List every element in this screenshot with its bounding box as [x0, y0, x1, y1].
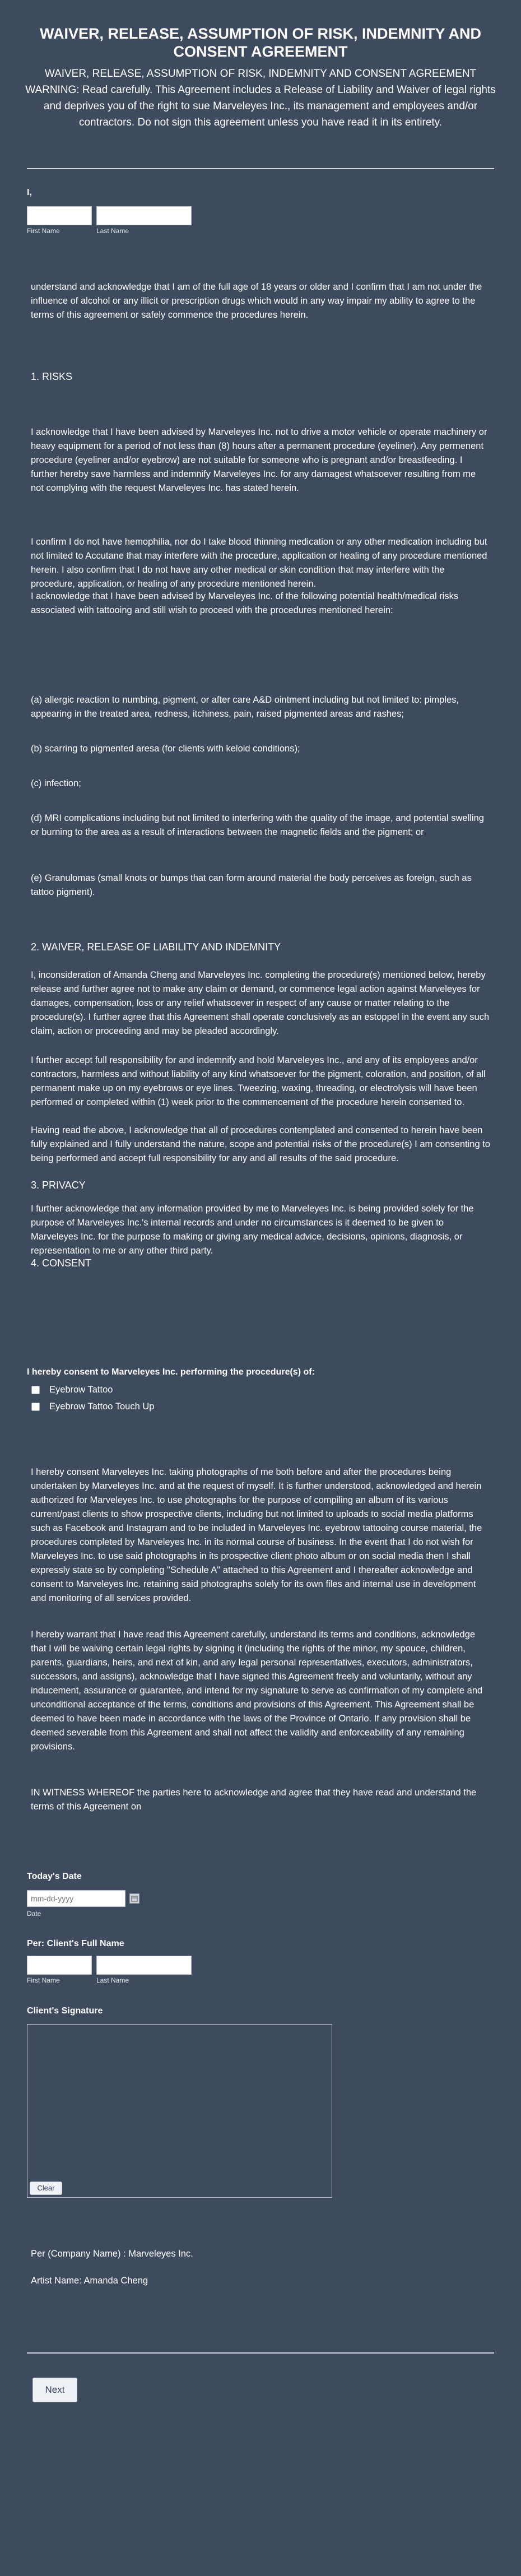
first-name-sublabel: First Name [27, 227, 60, 235]
todays-date-label: Today's Date [27, 1872, 82, 1881]
consent-paragraph-2: I hereby warrant that I have read this Agreement carefully, understand its terms and conditions, acknowledge that I will be waiving certain legal rights by signing it (including the rights of the minor, my spouce, children, parents, guardians, heirs, and next of kin, and any legal personal representatives, executors, administrators, successors, and assigns), acknowledge that I have signed this Agreement freely and voluntarily, without any inducement, assurance or guarantee, and intend for my signature to serve as confirmation of my complete and unconditional acceptance of the terms, conditions and provisions of this Agreement. This Agreement shall be deemed to have been made in accordance with the laws of the Province of Ontario. If any provision shall be deemed severable from this Agreement and shall not affect the validity and enforceability of any remaining provisions. [31, 1630, 483, 1752]
eyebrow-tattoo-touch-up-option[interactable]: Eyebrow Tattoo Touch Up [49, 1401, 155, 1412]
last-name-input[interactable] [96, 206, 192, 225]
risk-item-b: (b) scarring to pigmented aresa (for clients with keloid conditions); [31, 744, 300, 754]
risk-item-a: (a) allergic reaction to numbing, pigment, or after care A&D ointment including but not limited to: pimples, appearing in the treated area, redness, itchiness, pain, raised pigmented areas and rashes; [31, 695, 459, 719]
name-label: I, [27, 188, 32, 197]
consent-paragraph-1: I hereby consent Marveleyes Inc. taking photographs of me both before and after the procedures being undertaken by Marveleyes Inc. and at the request of myself. It is further understood, acknowledged and herein authorized for Marveleyes Inc. to use photographs for the purpose of compiling an album of its various current/past clients to show prospective clients, including but not limited to uploads to social media platforms such as Facebook and Instagram and to be included in Marveleyes Inc. eyebrow tattooing course material, the procedures completed by Marveleyes Inc. in its normal course of business. In the event that I do not wish for Marveleyes Inc. to use said photographs in its prospective client photo album or on social media then I shall expressly state so by completing "Schedule A" attached to this Agreement and I thereafter acknowledge and consent to Marveleyes Inc. retaining said photographs solely for its own files and internal use in development and monitoring of all services provided. [31, 1467, 482, 1603]
witness-paragraph: IN WITNESS WHEREOF the parties here to acknowledge and agree that they have read and understand the terms of this Agreement on [31, 1788, 477, 1812]
risks-paragraph-1: I acknowledge that I have been advised by Marveleyes Inc. not to drive a motor vehicle or operate machinery or heavy equipment for a period of not less than (8) hours after a permanent procedure (eyeliner). Any permenent procedure (eyeliner and/or eyebrow) are not suitable for someone who is pregnant and/or breastfeeding. I further hereby save harmless and indemnify Marveleyes Inc. for any damagest whatsoever resulting from me not complying with the request Marveleyes Inc. has stated herein. [31, 427, 487, 493]
last-name-sublabel: Last Name [96, 227, 129, 235]
client-first-name-sublabel: First Name [27, 1976, 60, 1984]
client-last-name-input[interactable] [96, 1956, 192, 1975]
page-subtitle: WAIVER, RELEASE, ASSUMPTION OF RISK, INDEMNITY AND CONSENT AGREEMENT WARNING: Read carefully. This Agreement includes a Release of Liability and Waiver of legal rights and deprives you of the right to sue Marveleyes Inc., its management and employees and/or contractors. Do not sign this agreement unless you have read it in its entirety. [25, 68, 496, 128]
risks-heading: 1. RISKS [31, 371, 73, 382]
risk-item-c: (c) infection; [31, 778, 81, 788]
waiver-paragraph-1: I, inconsideration of Amanda Cheng and Marveleyes Inc. completing the procedure(s) mentioned below, hereby release and further agree not to make any claim or demand, or commence legal action against Marveleyes for damages, compensation, loss or any relief whatsoever in respect of any cause or matter relating to the procedure(s). I further agree that this Agreement shall operate conclusively as an estoppel in the event any such claim, action or proceeding and may be pleaded accordingly. [31, 970, 490, 1036]
artist-name-text: Artist Name: Amanda Cheng [31, 2276, 148, 2286]
date-sublabel: Date [27, 1910, 41, 1918]
risk-item-e: (e) Granulomas (small knots or bumps that can form around material the body perceives as foreign, such as tattoo pigment). [31, 873, 472, 897]
next-button[interactable]: Next [32, 2378, 77, 2402]
waiver-paragraph-3: Having read the above, I acknowledge that all of procedures contemplated and consented to herein have been fully explained and I fully understand the nature, scope and potential risks of the procedure(s) I am consenting to being performed and accept full responsibility for any and all results of the said procedure. [31, 1125, 490, 1163]
waiver-heading: 2. WAIVER, RELEASE OF LIABILITY AND INDEMNITY [31, 941, 281, 953]
first-name-input[interactable] [27, 206, 92, 225]
waiver-paragraph-2: I further accept full responsibility for and indemnify and hold Marveleyes Inc., and any of its employees and/or contractors, harmless and without liability of any kind whatsoever for the pigment, coloration, and position, of all permanent make up on my eyebrows or eye lines. Tweezing, waxing, threading, or electrolysis will have been performed or completed within (1) week prior to the commencement of the procedure herein consented to. [31, 1055, 486, 1107]
signature-pad[interactable] [27, 2024, 332, 2198]
risks-paragraph-3: I acknowledge that I have been advised by Marveleyes Inc. of the following potential health/medical risks associated with tattooing and still wish to proceed with the procedures mentioned herein: [31, 591, 459, 615]
clear-signature-button[interactable]: Clear [30, 2182, 62, 2195]
procedures-label: I hereby consent to Marveleyes Inc. performing the procedure(s) of: [27, 1367, 315, 1377]
risk-item-d: (d) MRI complications including but not limited to interfering with the quality of the image, and potential swelling or burning to the area as a result of interactions between the magnetic fields and the pigment; or [31, 813, 484, 837]
date-input[interactable] [27, 1890, 125, 1907]
signature-label: Client's Signature [27, 2006, 103, 2016]
company-name-text: Per (Company Name) : Marveleyes Inc. [31, 2249, 193, 2259]
footer-divider [27, 2352, 494, 2354]
calendar-icon[interactable] [129, 1893, 139, 1904]
eyebrow-tattoo-checkbox[interactable] [31, 1386, 40, 1394]
header-divider [27, 168, 494, 169]
eyebrow-tattoo-touch-up-checkbox[interactable] [31, 1403, 40, 1411]
intro-text: understand and acknowledge that I am of the full age of 18 years or older and I confirm that I am not under the influence of alcohol or any illicit or prescription drugs which would in any way impair my ability to agree to the terms of this agreement or safely commence the procedures herein. [31, 282, 482, 320]
consent-heading: 4. CONSENT [31, 1257, 92, 1269]
risks-paragraph-2: I confirm I do not have hemophilia, nor do I take blood thinning medication or any other medication including but not limited to Accutane that may interfere with the procedure, application or healing of any procedure mentioned herein. I also confirm that I do not have any other medical or skin condition that may interfere with the procedure, application, or healing of any procedure mentioned herein. [31, 537, 487, 589]
privacy-heading: 3. PRIVACY [31, 1180, 86, 1191]
client-last-name-sublabel: Last Name [96, 1976, 129, 1984]
page-title: WAIVER, RELEASE, ASSUMPTION OF RISK, INDEMNITY AND CONSENT AGREEMENT [39, 25, 482, 60]
client-name-label: Per: Client's Full Name [27, 1939, 124, 1948]
client-first-name-input[interactable] [27, 1956, 92, 1975]
eyebrow-tattoo-option[interactable]: Eyebrow Tattoo [49, 1385, 113, 1395]
privacy-paragraph: I further acknowledge that any information provided by me to Marveleyes Inc. is being provided solely for the purpose of Marveleyes Inc.'s internal records and under no circumstances is it deemed to be given to Marveleyes Inc. for the purpose fo making or giving any medical advice, decisions, opinions, diagnosis, or representation to me or any other third party. [31, 1204, 474, 1256]
